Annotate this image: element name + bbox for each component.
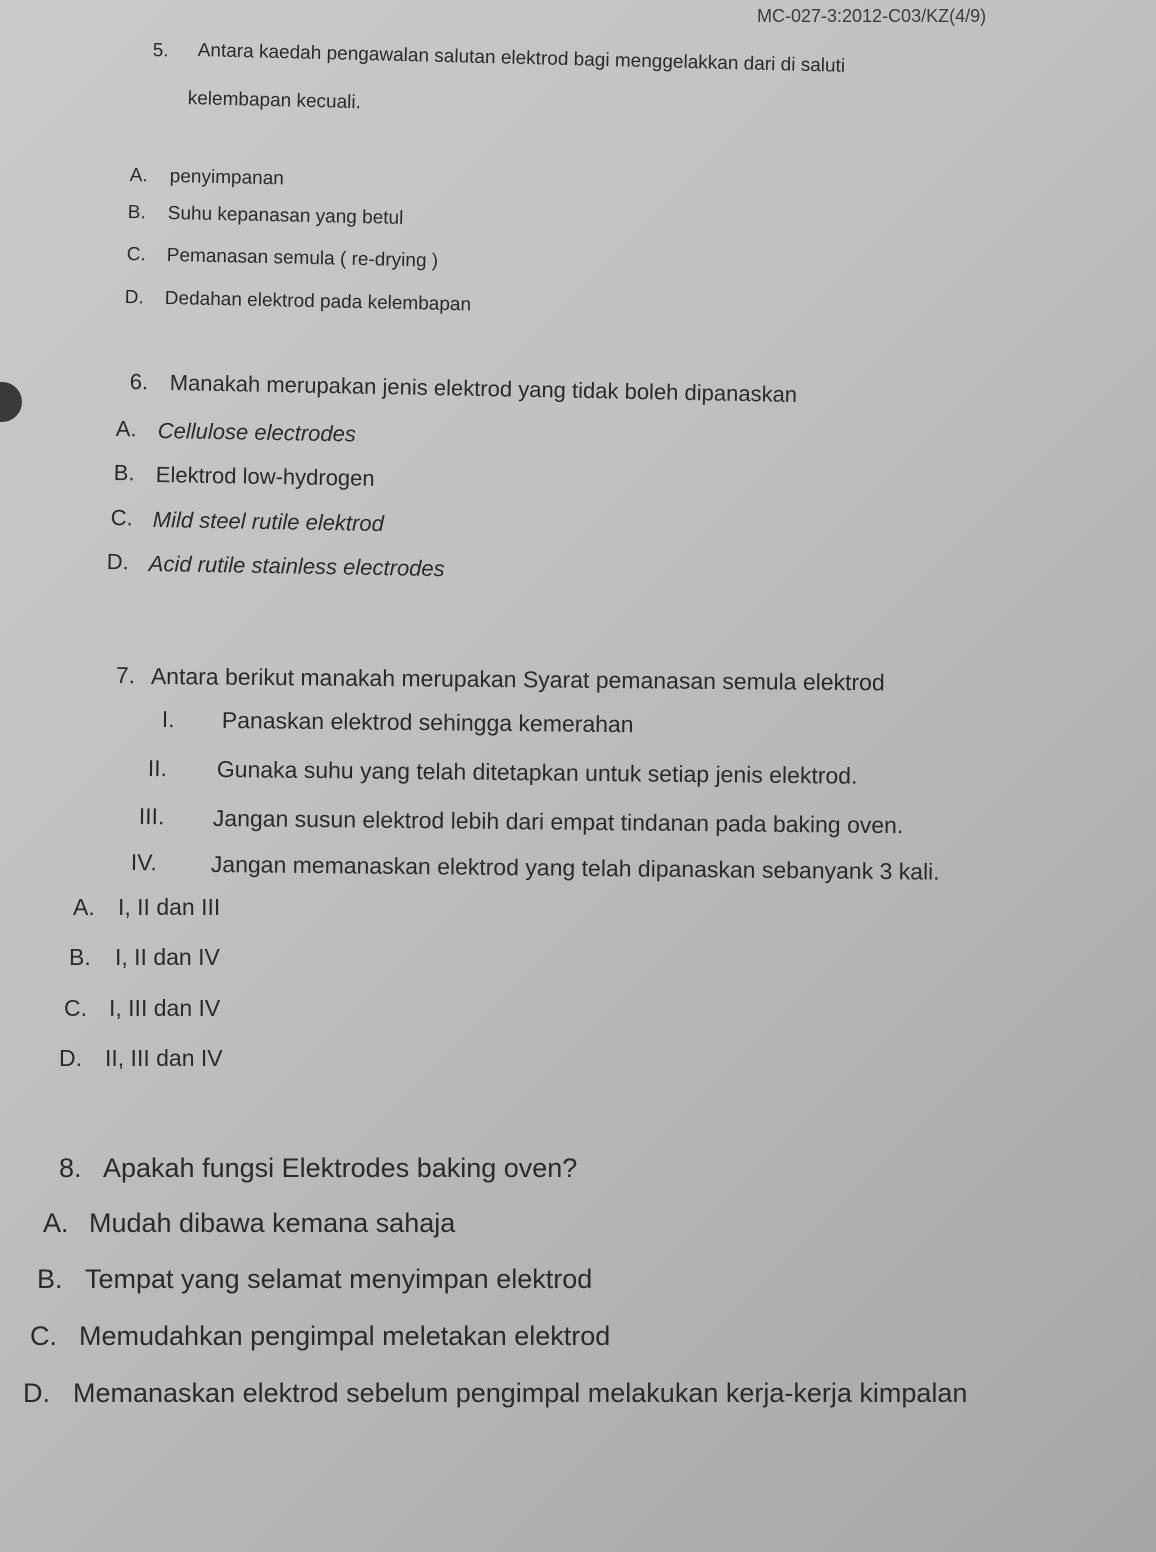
option-d: II, III dan IV (105, 1045, 223, 1071)
option-letter: A. (73, 894, 95, 920)
option-letter: C. (110, 505, 133, 531)
option-c: Memudahkan pengimpal meletakan elektrod (79, 1321, 611, 1351)
option-letter: B. (113, 460, 135, 486)
question-text-continued: kelembapan kecuali. (187, 88, 362, 114)
hole-punch-mark (0, 382, 22, 422)
option-letter: C. (126, 244, 146, 266)
option-letter: A. (115, 416, 137, 442)
statement-numeral: IV. (130, 849, 158, 876)
statement-i: Panaskan elektrod sehingga kemerahan (221, 707, 634, 738)
statement-numeral: II. (147, 755, 168, 782)
option-c: Mild steel rutile elektrod (152, 507, 385, 537)
question-text: Antara berikut manakah merupakan Syarat pemanasan semula elektrod (150, 663, 885, 696)
option-c: Pemanasan semula ( re-drying ) (166, 245, 439, 272)
question-number: 6. (129, 369, 149, 395)
statement-ii: Gunaka suhu yang telah ditetapkan untuk setiap jenis elektrod. (216, 756, 858, 789)
option-letter: B. (127, 202, 146, 224)
option-letter: B. (69, 944, 91, 970)
question-number: 5. (152, 40, 169, 62)
option-b: Suhu kepanasan yang betul (167, 203, 404, 229)
option-c: I, III dan IV (109, 995, 221, 1021)
option-letter: D. (124, 287, 144, 309)
option-b: Elektrod low-hydrogen (155, 462, 375, 491)
option-a: penyimpanan (169, 166, 285, 190)
option-d: Acid rutile stainless electrodes (148, 551, 445, 582)
option-a: Cellulose electrodes (157, 418, 357, 447)
statement-numeral: I. (161, 706, 175, 733)
option-a: Mudah dibawa kemana sahaja (89, 1208, 456, 1238)
question-number: 7. (115, 662, 136, 689)
option-letter: A. (43, 1208, 69, 1238)
question-text: Apakah fungsi Elektrodes baking oven? (103, 1153, 578, 1183)
statement-iii: Jangan susun elektrod lebih dari empat tindanan pada baking oven. (212, 805, 904, 839)
option-d: Dedahan elektrod pada kelembapan (164, 288, 472, 316)
question-text: Antara kaedah pengawalan salutan elektrod bagi menggelakkan dari di saluti (197, 40, 846, 77)
option-letter: C. (30, 1321, 57, 1351)
option-b: Tempat yang selamat menyimpan elektrod (85, 1264, 593, 1294)
question-text: Manakah merupakan jenis elektrod yang tidak boleh dipanaskan (169, 370, 798, 408)
statement-iv: Jangan memanaskan elektrod yang telah dipanaskan sebanyank 3 kali. (210, 851, 940, 885)
option-letter: C. (64, 995, 87, 1021)
option-letter: D. (59, 1045, 82, 1071)
option-letter: A. (129, 165, 148, 187)
document-code: MC-027-3:2012-C03/KZ(4/9) (757, 6, 987, 26)
option-a: I, II dan III (118, 894, 221, 920)
option-letter: D. (106, 549, 129, 575)
statement-numeral: III. (138, 803, 165, 830)
option-b: I, II dan IV (115, 944, 220, 970)
option-letter: D. (23, 1378, 50, 1408)
option-letter: B. (37, 1264, 63, 1294)
question-number: 8. (59, 1153, 82, 1183)
option-d: Memanaskan elektrod sebelum pengimpal melakukan kerja-kerja kimpalan (73, 1378, 968, 1408)
